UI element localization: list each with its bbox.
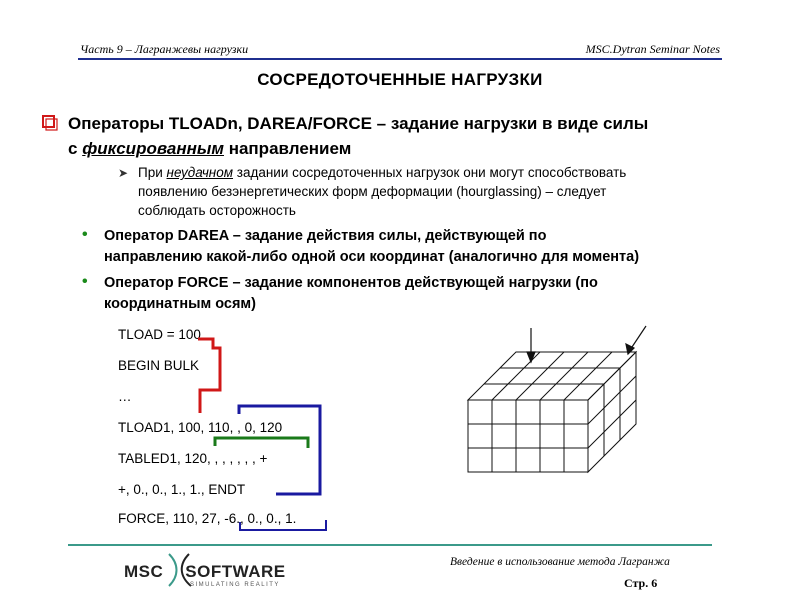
page-title: СОСРЕДОТОЧЕННЫЕ НАГРУЗКИ [257, 70, 543, 89]
main-bullet-line2: с фиксированным направлением [68, 139, 352, 158]
bullet-force-line2: координатным осям) [104, 296, 256, 312]
sub-note-line2: появлению безэнергетических форм деформации (hourglassing) – следует [138, 184, 607, 199]
emphasis-fixed: фиксированным [82, 139, 224, 158]
header-right-text: MSC.Dytran Seminar Notes [585, 42, 720, 56]
sub-note-line3: соблюдать осторожность [138, 203, 296, 218]
code-line: … [118, 389, 132, 404]
mesh-block-diagram [450, 320, 650, 490]
main-bullet-line1: Операторы TLOADn, DAREA/FORCE – задание нагрузки в виде силы [68, 114, 649, 133]
msc-logo-tagline: SIMULATING REALITY [190, 582, 280, 588]
bullet-dot-icon: • [82, 226, 88, 243]
red-connector [198, 339, 220, 413]
sub-bullet-arrow-icon: ➤ [118, 166, 129, 180]
code-line: BEGIN BULK [118, 358, 200, 373]
code-line: TLOAD1, 100, 110, , 0, 120 [118, 420, 283, 435]
bullet-darea-line2: направлению какой-либо одной оси координат (аналогично для момента) [104, 249, 640, 265]
bullet-darea-line1: Оператор DAREA – задание действия силы, действующей по [104, 228, 547, 244]
bullet-dot-icon: • [82, 273, 88, 290]
page-number: Стр. 6 [624, 576, 658, 590]
code-line: TLOAD = 100 [118, 327, 201, 342]
green-connector [215, 438, 308, 448]
blue-connector [239, 406, 320, 494]
footer-course-title: Введение в использование метода Лагранжа [450, 556, 670, 568]
code-line: FORCE, 110, 27, -6., 0., 0., 1. [118, 511, 297, 526]
code-line: +, 0., 0., 1., 1., ENDT [118, 482, 246, 497]
bullet-force-line1: Оператор FORCE – задание компонентов действующей нагрузки (по [104, 275, 598, 291]
load-arrows [527, 326, 646, 362]
emphasis-unsuccessful: неудачном [166, 165, 234, 180]
code-line: TABLED1, 120, , , , , , , + [118, 451, 268, 466]
sub-note-line1: При неудачном задании сосредоточенных нагрузок они могут способствовать [138, 165, 627, 180]
msc-logo: MSC SOFTWARE [124, 562, 286, 581]
header-left-text: Часть 9 – Лагранжевы нагрузки [80, 42, 249, 56]
footer-divider [68, 544, 712, 546]
blue-connector-tail [240, 520, 326, 530]
